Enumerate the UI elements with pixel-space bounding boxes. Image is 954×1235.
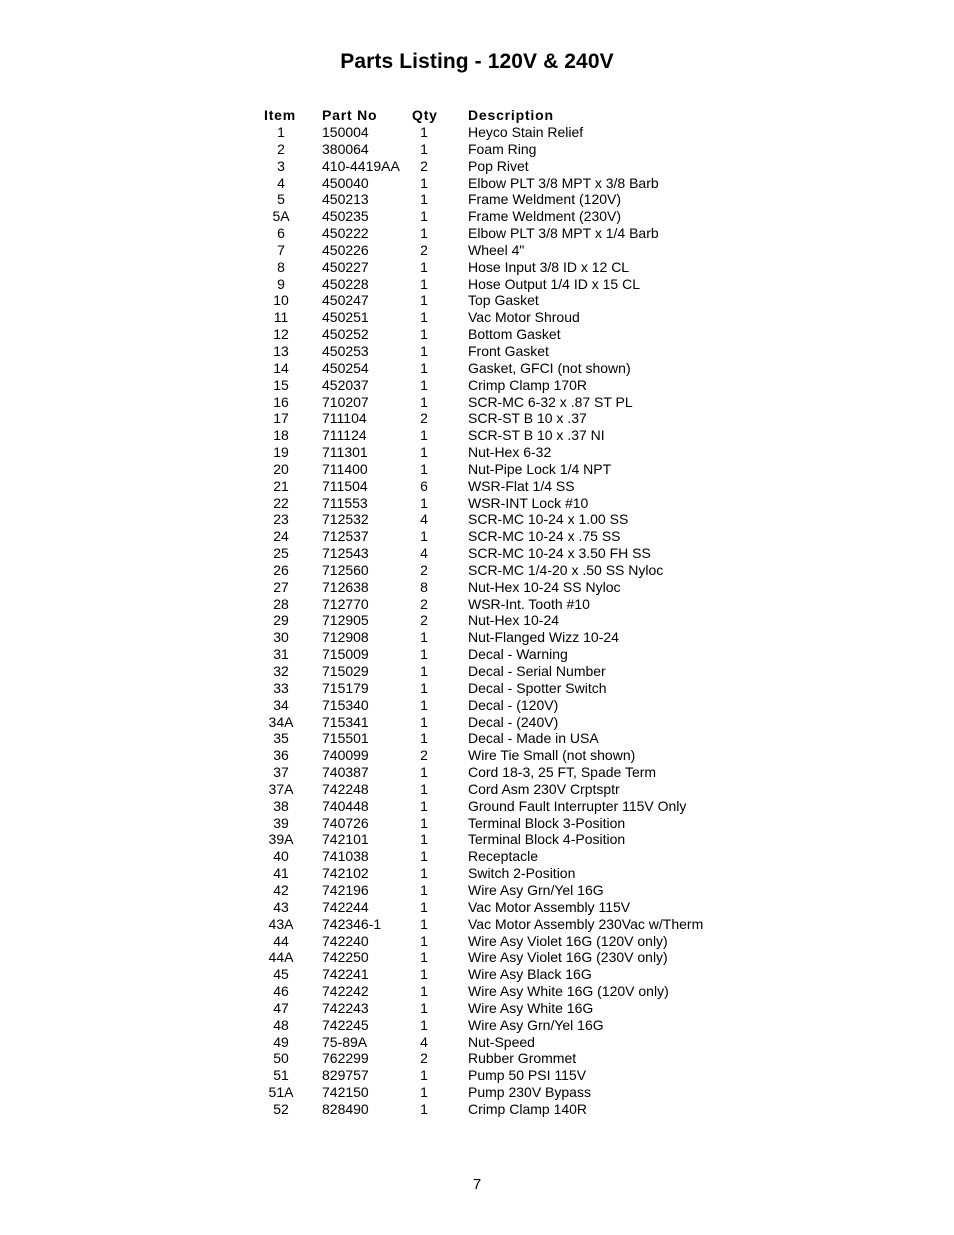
description-cell: Elbow PLT 3/8 MPT x 1/4 Barb xyxy=(468,225,659,242)
item-cell: 15 xyxy=(273,376,289,393)
part-no-cell: 711553 xyxy=(322,494,368,511)
qty-cell: 1 xyxy=(420,427,428,444)
description-cell: Foam Ring xyxy=(468,140,537,157)
qty-cell: 1 xyxy=(420,208,428,225)
item-cell: 38 xyxy=(273,797,289,814)
description-cell: WSR-Flat 1/4 SS xyxy=(468,477,575,494)
item-cell: 30 xyxy=(273,629,289,646)
description-cell: Decal - (120V) xyxy=(468,696,559,713)
part-no-cell: 712560 xyxy=(322,561,369,578)
part-no-cell: 450226 xyxy=(322,241,369,258)
description-cell: Hose Output 1/4 ID x 15 CL xyxy=(468,275,640,292)
qty-cell: 1 xyxy=(420,663,428,679)
header-qty: Qty xyxy=(412,107,438,123)
description-cell: Frame Weldment (120V) xyxy=(468,191,622,208)
part-no-cell: 829757 xyxy=(322,1067,369,1084)
qty-cell: 1 xyxy=(420,831,428,848)
item-cell: 22 xyxy=(273,494,289,511)
qty-cell: 1 xyxy=(420,932,428,949)
item-cell: 23 xyxy=(273,511,289,528)
qty-cell: 6 xyxy=(420,477,428,494)
item-cell: 9 xyxy=(277,275,285,292)
part-no-cell: 742150 xyxy=(322,1084,369,1101)
item-cell: 10 xyxy=(273,292,289,309)
description-cell: Bottom Gasket xyxy=(468,326,561,343)
part-no-cell: 740726 xyxy=(322,814,369,831)
description-cell: Gasket, GFCI (not shown) xyxy=(468,359,631,376)
qty-cell: 1 xyxy=(420,780,428,797)
qty-cell: 1 xyxy=(420,326,428,343)
item-cell: 29 xyxy=(273,612,289,629)
item-cell: 41 xyxy=(273,865,289,882)
item-cell: 47 xyxy=(273,999,289,1016)
item-cell: 37A xyxy=(268,780,294,797)
item-cell: 7 xyxy=(277,241,285,258)
header-item: Item xyxy=(264,107,296,123)
qty-cell: 1 xyxy=(420,915,428,932)
qty-cell: 1 xyxy=(420,646,428,663)
part-no-cell: 712543 xyxy=(322,545,369,562)
qty-cell: 1 xyxy=(420,494,428,511)
qty-cell: 1 xyxy=(420,629,428,646)
part-no-cell: 711504 xyxy=(322,477,368,494)
qty-cell: 1 xyxy=(420,124,428,140)
qty-cell: 4 xyxy=(420,545,428,562)
part-no-cell: 715179 xyxy=(322,679,369,696)
part-no-cell: 742242 xyxy=(322,983,369,1000)
description-cell: Decal - Spotter Switch xyxy=(468,679,607,696)
part-no-cell: 711400 xyxy=(322,460,368,477)
description-cell: Wire Asy Violet 16G (230V only) xyxy=(468,949,668,966)
item-cell: 28 xyxy=(273,595,289,612)
part-no-cell: 740099 xyxy=(322,747,369,764)
description-cell: Vac Motor Assembly 115V xyxy=(468,898,631,915)
qty-cell: 1 xyxy=(420,713,428,730)
qty-cell: 1 xyxy=(420,848,428,865)
part-no-cell: 742243 xyxy=(322,999,369,1016)
part-no-cell: 450228 xyxy=(322,275,369,292)
description-cell: Pump 230V Bypass xyxy=(468,1084,591,1101)
description-cell: Decal - (240V) xyxy=(468,713,559,730)
item-cell: 19 xyxy=(273,444,289,461)
description-cell: Cord 18-3, 25 FT, Spade Term xyxy=(468,764,657,781)
description-cell: Cord Asm 230V Crptsptr xyxy=(468,780,620,797)
description-cell: Switch 2-Position xyxy=(468,865,576,882)
header-description: Description xyxy=(468,107,554,123)
description-cell: Nut-Hex 10-24 SS Nyloc xyxy=(468,578,621,595)
item-cell: 44 xyxy=(273,932,289,949)
item-cell: 5A xyxy=(272,208,290,225)
description-cell: Wire Asy Black 16G xyxy=(468,966,592,983)
part-no-cell: 715340 xyxy=(322,696,369,713)
item-cell: 16 xyxy=(273,393,289,410)
part-no-cell: 450253 xyxy=(322,342,369,359)
item-cell: 21 xyxy=(273,477,289,494)
description-cell: Vac Motor Shroud xyxy=(468,309,580,326)
qty-cell: 2 xyxy=(420,612,428,629)
part-no-cell: 712908 xyxy=(322,629,369,646)
item-cell: 46 xyxy=(273,983,289,1000)
qty-cell: 1 xyxy=(420,292,428,309)
qty-cell: 1 xyxy=(420,1016,428,1033)
qty-cell: 1 xyxy=(420,966,428,983)
qty-cell: 2 xyxy=(420,747,428,764)
description-cell: Decal - Made in USA xyxy=(468,730,599,747)
description-cell: Receptacle xyxy=(468,848,539,865)
item-cell: 44A xyxy=(268,949,294,966)
description-cell: Pop Rivet xyxy=(468,157,529,174)
description-cell: Front Gasket xyxy=(468,342,549,359)
description-cell: SCR-MC 10-24 x 3.50 FH SS xyxy=(468,545,651,562)
description-cell: Nut-Pipe Lock 1/4 NPT xyxy=(468,460,612,477)
qty-cell: 1 xyxy=(420,814,428,831)
description-cell: Hose Input 3/8 ID x 12 CL xyxy=(468,258,630,275)
description-cell: Wire Asy White 16G xyxy=(468,999,594,1016)
item-cell: 39A xyxy=(268,831,294,848)
part-no-cell: 715501 xyxy=(322,730,369,747)
item-cell: 5 xyxy=(277,191,285,208)
item-cell: 11 xyxy=(273,309,289,326)
item-cell: 39 xyxy=(273,814,289,831)
qty-cell: 1 xyxy=(420,949,428,966)
item-cell: 6 xyxy=(277,225,285,242)
description-cell: Pump 50 PSI 115V xyxy=(468,1067,587,1084)
item-cell: 40 xyxy=(273,848,289,865)
page-number: 7 xyxy=(472,1176,482,1193)
item-cell: 52 xyxy=(273,1100,289,1117)
item-cell: 20 xyxy=(273,460,289,477)
part-no-cell: 740387 xyxy=(322,764,369,781)
qty-cell: 1 xyxy=(420,1067,428,1084)
description-cell: WSR-INT Lock #10 xyxy=(468,494,589,511)
qty-cell: 1 xyxy=(420,1084,428,1101)
qty-cell: 1 xyxy=(420,359,428,376)
item-cell: 3 xyxy=(277,157,285,174)
item-cell: 34A xyxy=(268,713,294,730)
description-cell: Ground Fault Interrupter 115V Only xyxy=(468,797,687,814)
qty-cell: 1 xyxy=(420,342,428,359)
description-cell: SCR-MC 1/4-20 x .50 SS Nyloc xyxy=(468,561,664,578)
qty-cell: 1 xyxy=(420,444,428,461)
item-cell: 48 xyxy=(273,1016,289,1033)
item-cell: 27 xyxy=(273,578,289,595)
part-no-cell: 452037 xyxy=(322,376,369,393)
part-no-cell: 740448 xyxy=(322,797,369,814)
qty-cell: 1 xyxy=(420,225,428,242)
qty-cell: 1 xyxy=(420,140,428,157)
part-no-cell: 742196 xyxy=(322,881,369,898)
description-cell: Wire Asy Grn/Yel 16G xyxy=(468,881,604,898)
item-cell: 24 xyxy=(273,528,289,545)
description-cell: Heyco Stain Relief xyxy=(468,124,584,140)
description-cell: Terminal Block 4-Position xyxy=(468,831,626,848)
description-cell: Crimp Clamp 170R xyxy=(468,376,588,393)
part-no-cell: 742241 xyxy=(322,966,369,983)
description-cell: Crimp Clamp 140R xyxy=(468,1100,588,1117)
part-no-cell: 450040 xyxy=(322,174,369,191)
part-no-cell: 450235 xyxy=(322,208,369,225)
part-no-cell: 711104 xyxy=(322,410,367,427)
part-no-cell: 741038 xyxy=(322,848,369,865)
description-cell: Wire Asy Violet 16G (120V only) xyxy=(468,932,668,949)
item-cell: 17 xyxy=(273,410,289,427)
qty-cell: 2 xyxy=(420,561,428,578)
qty-cell: 4 xyxy=(420,511,428,528)
part-no-cell: 742245 xyxy=(322,1016,369,1033)
part-no-cell: 712638 xyxy=(322,578,369,595)
item-cell: 35 xyxy=(273,730,289,747)
part-no-cell: 742240 xyxy=(322,932,369,949)
description-cell: Nut-Flanged Wizz 10-24 xyxy=(468,629,619,646)
description-cell: SCR-MC 10-24 x 1.00 SS xyxy=(468,511,629,528)
qty-cell: 1 xyxy=(420,393,428,410)
item-cell: 4 xyxy=(277,174,285,191)
description-cell: SCR-ST B 10 x .37 xyxy=(468,410,587,427)
description-cell: Rubber Grommet xyxy=(468,1050,577,1067)
part-no-cell: 715009 xyxy=(322,646,369,663)
description-cell: Wire Asy Grn/Yel 16G xyxy=(468,1016,604,1033)
qty-cell: 4 xyxy=(420,1033,428,1050)
item-cell: 37 xyxy=(273,764,289,781)
part-no-cell: 715029 xyxy=(322,663,369,679)
description-cell: SCR-MC 6-32 x .87 ST PL xyxy=(468,393,633,410)
description-cell: Top Gasket xyxy=(468,292,539,309)
qty-cell: 1 xyxy=(420,528,428,545)
description-cell: WSR-Int. Tooth #10 xyxy=(468,595,590,612)
description-cell: Wire Tie Small (not shown) xyxy=(468,747,636,764)
qty-cell: 1 xyxy=(420,865,428,882)
qty-cell: 1 xyxy=(420,679,428,696)
part-no-cell: 450251 xyxy=(322,309,369,326)
item-cell: 34 xyxy=(273,696,289,713)
item-cell: 43A xyxy=(268,915,294,932)
qty-cell: 1 xyxy=(420,191,428,208)
qty-cell: 8 xyxy=(420,578,428,595)
part-no-cell: 712905 xyxy=(322,612,369,629)
qty-cell: 1 xyxy=(420,309,428,326)
description-cell: Terminal Block 3-Position xyxy=(468,814,626,831)
part-no-cell: 742250 xyxy=(322,949,369,966)
qty-cell: 1 xyxy=(420,376,428,393)
item-cell: 1 xyxy=(277,124,285,140)
part-no-cell: 742346-1 xyxy=(322,915,382,932)
part-no-cell: 450254 xyxy=(322,359,369,376)
description-cell: Nut-Hex 10-24 xyxy=(468,612,560,629)
item-cell: 42 xyxy=(273,881,289,898)
part-no-cell: 742102 xyxy=(322,865,369,882)
description-cell: Elbow PLT 3/8 MPT x 3/8 Barb xyxy=(468,174,659,191)
qty-cell: 1 xyxy=(420,764,428,781)
part-no-cell: 75-89A xyxy=(322,1033,368,1050)
item-cell: 51A xyxy=(268,1084,294,1101)
part-no-cell: 450213 xyxy=(322,191,369,208)
item-cell: 36 xyxy=(273,747,289,764)
qty-cell: 2 xyxy=(420,595,428,612)
qty-cell: 1 xyxy=(420,881,428,898)
item-cell: 49 xyxy=(273,1033,289,1050)
part-no-cell: 450247 xyxy=(322,292,369,309)
qty-cell: 1 xyxy=(420,174,428,191)
description-cell: Decal - Serial Number xyxy=(468,663,606,679)
item-cell: 45 xyxy=(273,966,289,983)
part-no-cell: 711124 xyxy=(322,427,367,444)
part-no-cell: 828490 xyxy=(322,1100,369,1117)
item-cell: 18 xyxy=(273,427,289,444)
part-no-cell: 450222 xyxy=(322,225,369,242)
description-cell: Wheel 4" xyxy=(468,241,525,258)
qty-cell: 1 xyxy=(420,898,428,915)
item-cell: 13 xyxy=(273,342,289,359)
qty-cell: 1 xyxy=(420,797,428,814)
part-no-cell: 410-4419AA xyxy=(322,157,400,174)
description-cell: Wire Asy White 16G (120V only) xyxy=(468,983,669,1000)
part-no-cell: 450252 xyxy=(322,326,369,343)
item-cell: 12 xyxy=(273,326,289,343)
part-no-cell: 715341 xyxy=(322,713,369,730)
item-cell: 51 xyxy=(273,1067,289,1084)
qty-cell: 1 xyxy=(420,999,428,1016)
part-no-cell: 150004 xyxy=(322,124,369,140)
qty-cell: 2 xyxy=(420,241,428,258)
part-no-cell: 712770 xyxy=(322,595,369,612)
item-cell: 43 xyxy=(273,898,289,915)
description-cell: Decal - Warning xyxy=(468,646,568,663)
part-no-cell: 711301 xyxy=(322,444,368,461)
part-no-cell: 762299 xyxy=(322,1050,369,1067)
qty-cell: 2 xyxy=(420,410,428,427)
qty-cell: 2 xyxy=(420,157,428,174)
part-no-cell: 450227 xyxy=(322,258,369,275)
description-cell: SCR-ST B 10 x .37 NI xyxy=(468,427,605,444)
item-cell: 31 xyxy=(273,646,289,663)
qty-cell: 1 xyxy=(420,696,428,713)
description-cell: Nut-Speed xyxy=(468,1033,535,1050)
item-cell: 2 xyxy=(277,140,285,157)
item-cell: 26 xyxy=(273,561,289,578)
description-cell: Vac Motor Assembly 230Vac w/Therm xyxy=(468,915,704,932)
description-cell: Frame Weldment (230V) xyxy=(468,208,622,225)
item-cell: 50 xyxy=(273,1050,289,1067)
part-no-cell: 742101 xyxy=(322,831,369,848)
part-no-cell: 742248 xyxy=(322,780,369,797)
qty-cell: 2 xyxy=(420,1050,428,1067)
qty-cell: 1 xyxy=(420,730,428,747)
part-no-cell: 712532 xyxy=(322,511,369,528)
item-cell: 32 xyxy=(273,663,289,679)
qty-cell: 1 xyxy=(420,460,428,477)
qty-cell: 1 xyxy=(420,275,428,292)
part-no-cell: 742244 xyxy=(322,898,369,915)
item-cell: 14 xyxy=(273,359,289,376)
description-cell: SCR-MC 10-24 x .75 SS xyxy=(468,528,621,545)
part-no-cell: 710207 xyxy=(322,393,369,410)
page-title: Parts Listing - 120V & 240V xyxy=(340,50,614,73)
item-cell: 25 xyxy=(273,545,289,562)
description-cell: Nut-Hex 6-32 xyxy=(468,444,552,461)
part-no-cell: 380064 xyxy=(322,140,369,157)
item-cell: 8 xyxy=(277,258,285,275)
qty-cell: 1 xyxy=(420,1100,428,1117)
header-part-no: Part No xyxy=(322,107,378,123)
qty-cell: 1 xyxy=(420,983,428,1000)
item-cell: 33 xyxy=(273,679,289,696)
part-no-cell: 712537 xyxy=(322,528,369,545)
qty-cell: 1 xyxy=(420,258,428,275)
